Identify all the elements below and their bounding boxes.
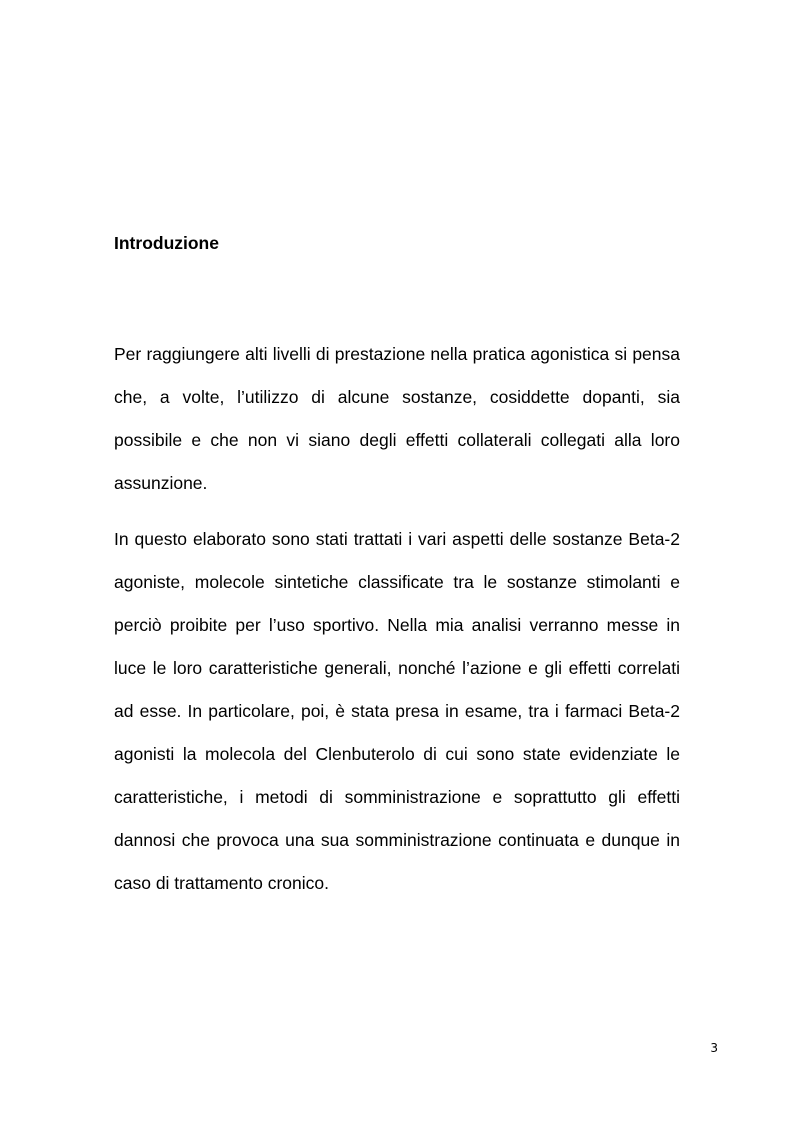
section-heading: Introduzione (114, 233, 219, 253)
paragraph-2: In questo elaborato sono stati trattati i vari aspetti delle sostanze Beta-2 agoniste, molecole sintetiche classificate tra le sostanze stimolanti e perciò proibite per l’uso sportivo. Nella mia analisi verranno messe in luce le loro caratteristiche generali, nonché l’azione e gli effetti correlati ad esse. In particolare, poi, è stata presa in esame, tra i farmaci Beta-2 agonisti la molecola del Clenbuterolo di cui sono state evidenziate le caratteristiche, i metodi di somministrazione e soprattutto gli effetti dannosi che provoca una sua somministrazione continuata e dunque in caso di trattamento cronico. (114, 529, 680, 893)
paragraph-1: Per raggiungere alti livelli di prestazione nella pratica agonistica si pensa che, a volte, l’utilizzo di alcune sostanze, cosiddette dopanti, sia possibile e che non vi siano degli effetti collaterali collegati alla loro assunzione. (114, 344, 680, 493)
page-number: 3 (710, 1041, 718, 1055)
